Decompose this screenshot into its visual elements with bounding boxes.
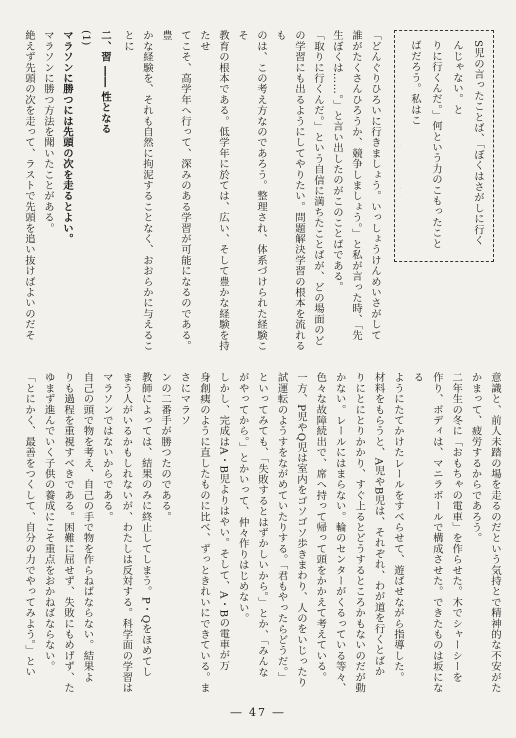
body-line: 二年生の冬に「おもちゃの電車」を作らせた。木でシャーシーを [450,372,463,683]
body-line [18,30,19,360]
body-line: 色々な故障続出で、席へ持って帰って頭をかかえて考えている。 [314,372,327,683]
body-line: りも過程を重視すべきである。困難に屈せず、失敗にもめげず、た [62,372,75,693]
body-line: がやってから。」とかいって、仲々作りはじめない。 [236,372,249,624]
body-line: かない。レールにはまらない。輪のセンターがくるっている等々、 [333,372,346,693]
body-line: 自己の頭で物を考え、自己の手で物を作らねばならない。結果よ [81,372,94,683]
body-line: といってみても、「失敗するとはずかしいから。」とか、「みんな [256,372,269,678]
body-line [18,372,19,698]
body-line: 作り、ボディは、マニラボールで構成させた。できたものは坂になる [411,372,443,693]
body-line: マラソンではないからである。 [100,372,113,522]
body-line: しかし、完成はA・B児よりはやい。そして、A・Bの電車が万 [217,372,230,671]
body-line: 教育の根本である。低学年に於ては、広い、そして豊かな経験を持たせ [198,30,229,351]
quote-line: S児の言ったことば、「ぼくはさがしに行くんじゃない。と [451,40,484,246]
body-line: かまって、疲労するからであろう。 [469,372,482,544]
section-heading: 二、習 ―― 性となる [99,30,111,135]
body-line: 試運転のようすをながめていたりする。「君もやったらどうだ。」 [275,372,288,683]
body-line: の学習にも出るようにしてやりたい。問題解決学習の根本を流れるも [274,30,305,351]
body-line: りにとにとりかかり、すぐ上るとどうするところかもないのだが動 [353,372,366,693]
body-line: 材料をもらうと、A児やB児は、それぞれ、わが道を行くとばか [372,372,385,677]
upper-body-text [118,30,384,360]
body-line: 身創痍のように直したものに比べ、ずっときれいにできている。まさにマラソ [178,372,210,693]
body-line: ンの二番手が勝つたのである。 [159,372,172,522]
body-line: 教師によっては、結果のみに終止してしまう。P・Qをほめてし [139,372,152,678]
page-number: ― 47 ― [230,706,286,719]
body-line: かな経験を、それも自然に拘泥することなく、おおらかに与えることに [122,30,153,351]
body-line: てこそ、高学年へ行って、深みのある学習が可能になるのである。豊 [160,30,191,351]
body-line: まう人がいるかもしれないが、わたしは反対する。科学面の学習は [120,372,133,693]
quote-text [400,40,488,256]
section-text [18,30,114,360]
quote-line: りに行くんだ。」何という力のこもったことばだろう。私はこ [409,40,442,249]
body-line: マラソンに勝つ方法を聞いたことがある。 [42,30,54,234]
body-line: 誰がたくさんひろうか、競争しましょう。」と私が言った時、「先 [350,30,362,341]
lower-body-text [18,372,504,698]
body-line: 一方、P児やQ児は室内をゴソゴソ歩きまわり、人のをいじったり [294,372,307,688]
body-line: 生ぼくは……。」と言い出したのがこのことばである。 [331,30,343,293]
body-line: 「どんぐりひろいに行きましょう。いっしょうけんめいさがして [369,30,381,341]
sub-heading: マラソンに勝つには先頭の次を走るとよい。 [61,30,73,244]
body-line: ようにたてかけたレールをすべらせて、遊ばせながら指導した。 [391,372,404,683]
body-line: 「とにかく、最善をつくして、自分の力でやってみよう。」とい [23,372,36,678]
quote-line [400,40,404,256]
body-line: 絶えず先頭の次を走って、ラストで先頭を追い抜けばよいのだそ [23,30,35,341]
body-line: ゆまず進んでいく子供の養成にこそ重点をおかねばならない。 [42,372,55,672]
body-line: 「取りに行くんだ。」という自信に満ちたことばが、どの場面のど [312,30,324,346]
body-line: 意識と、前人未踏の場を走るのだという気持とで精神的な不安がた [489,372,501,693]
body-line: のは、この考え方なのであろう。整理され、体系づけられた経験こそ [236,30,267,351]
sub-number: (1) [80,30,92,46]
